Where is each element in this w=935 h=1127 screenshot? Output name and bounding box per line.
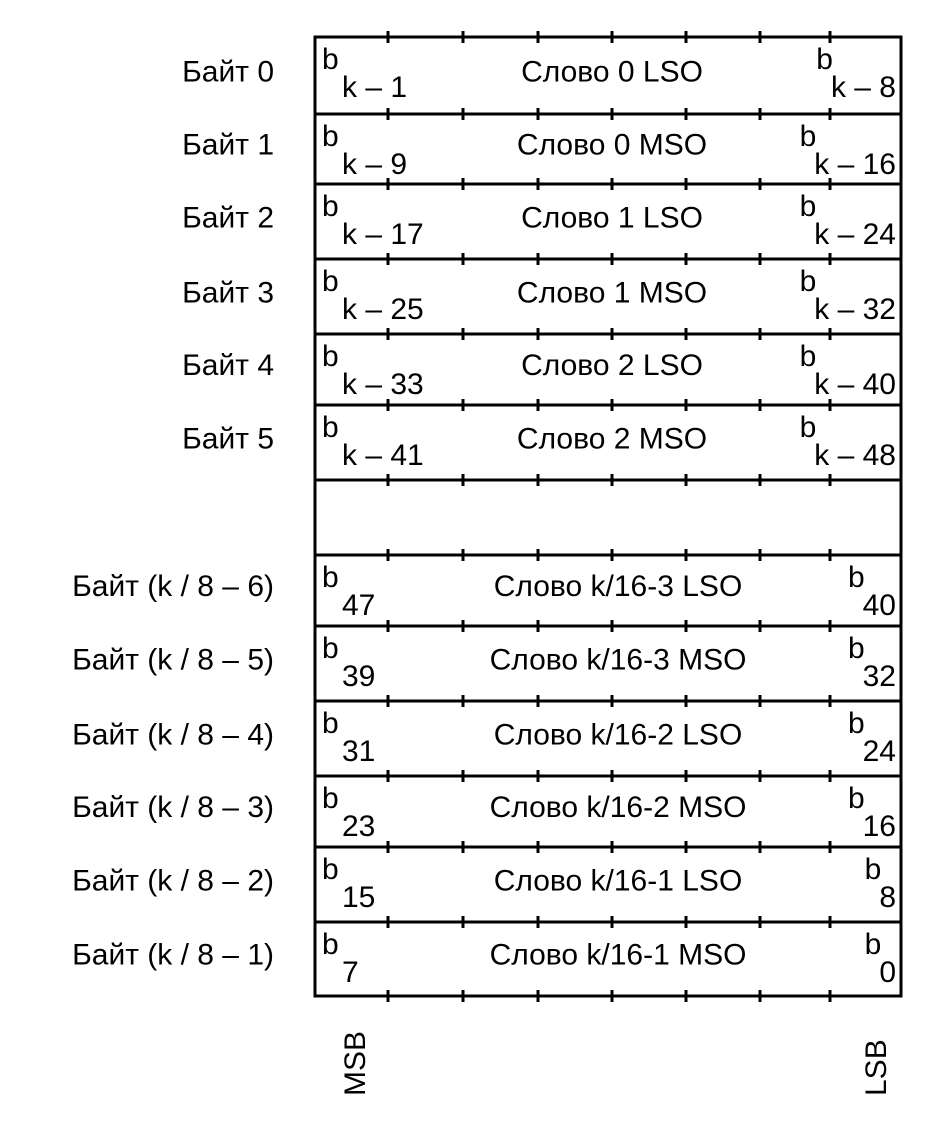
row-cell <box>315 480 901 555</box>
byte-row <box>72 916 901 1002</box>
lsb-bit-base: b <box>799 411 817 444</box>
lsb-bit-subscript: 16 <box>862 810 896 843</box>
lsb-bit-base: b <box>799 120 817 153</box>
lsb-bit-base: b <box>847 707 865 740</box>
byte-label: Байт (k / 8 – 1) <box>72 938 274 972</box>
byte-label: Байт (k / 8 – 2) <box>72 864 274 898</box>
word-label: Слово k/16-3 MSO <box>489 643 747 677</box>
lsb-bit-base: b <box>847 632 865 665</box>
msb-bit-subscript: 31 <box>342 735 376 768</box>
byte-row <box>182 328 901 411</box>
msb-bit-base: b <box>322 120 339 153</box>
lsb-bit-subscript: 0 <box>879 956 896 989</box>
msb-bit-base: b <box>322 561 339 594</box>
msb-bit-base: b <box>322 190 339 223</box>
byte-label: Байт (k / 8 – 6) <box>72 570 274 604</box>
byte-row <box>182 253 901 340</box>
lsb-bit-subscript: k – 48 <box>814 439 896 472</box>
msb-bit-subscript: k – 17 <box>342 218 424 251</box>
byte-row <box>72 770 901 853</box>
word-label: Слово k/16-2 MSO <box>489 791 747 825</box>
msb-bit-subscript: 15 <box>342 881 376 914</box>
lsb-bit-subscript: k – 32 <box>814 293 896 326</box>
byte-label: Байт (k / 8 – 3) <box>72 791 274 825</box>
msb-bit-subscript: k – 25 <box>342 293 424 326</box>
msb-bit-subscript: 23 <box>342 810 376 843</box>
msb-bit-base: b <box>322 707 339 740</box>
msb-bit-base: b <box>322 853 339 886</box>
word-label: Слово 2 LSO <box>521 349 703 383</box>
lsb-axis-label: LSB <box>860 1039 893 1096</box>
msb-bit-base: b <box>322 43 339 76</box>
lsb-bit-subscript: k – 8 <box>830 71 896 104</box>
byte-row <box>315 474 901 561</box>
msb-bit-base: b <box>322 928 339 961</box>
word-label: Слово 1 LSO <box>521 201 703 235</box>
lsb-bit-base: b <box>864 853 882 886</box>
msb-bit-base: b <box>322 782 339 815</box>
word-label: Слово 0 MSO <box>516 128 708 162</box>
msb-bit-subscript: k – 9 <box>342 148 408 181</box>
byte-row <box>72 841 901 928</box>
lsb-bit-subscript: k – 24 <box>814 218 896 251</box>
msb-axis-label: MSB <box>339 1030 372 1096</box>
byte-label: Байт 1 <box>182 128 274 162</box>
msb-bit-base: b <box>322 632 339 665</box>
lsb-bit-base: b <box>799 265 817 298</box>
word-label: Слово k/16-2 LSO <box>493 718 743 752</box>
byte-label: Байт (k / 8 – 4) <box>72 718 274 752</box>
byte-label: Байт 5 <box>182 422 274 456</box>
msb-bit-base: b <box>322 265 339 298</box>
word-label: Слово 0 LSO <box>521 55 703 89</box>
lsb-bit-subscript: 32 <box>862 660 896 693</box>
msb-bit-subscript: 7 <box>342 956 359 989</box>
byte-row <box>72 549 901 632</box>
byte-label: Байт (k / 8 – 5) <box>72 643 274 677</box>
msb-bit-subscript: 47 <box>342 589 376 622</box>
word-label: Слово 1 MSO <box>516 276 708 310</box>
byte-row <box>72 620 901 707</box>
word-label: Слово 2 MSO <box>516 422 708 456</box>
byte-row <box>182 399 901 486</box>
msb-bit-subscript: k – 41 <box>342 439 424 472</box>
msb-bit-subscript: k – 33 <box>342 368 424 401</box>
lsb-bit-base: b <box>847 561 865 594</box>
word-label: Слово k/16-3 LSO <box>493 570 743 604</box>
word-label: Слово k/16-1 MSO <box>489 938 747 972</box>
byte-row <box>182 178 901 265</box>
msb-bit-base: b <box>322 340 339 373</box>
word-label: Слово k/16-1 LSO <box>493 864 743 898</box>
byte-label: Байт 3 <box>182 276 274 310</box>
byte-row <box>182 31 901 120</box>
msb-bit-subscript: k – 1 <box>342 71 408 104</box>
lsb-bit-subscript: 8 <box>879 881 896 914</box>
lsb-bit-base: b <box>799 340 817 373</box>
byte-row <box>182 108 901 190</box>
lsb-bit-subscript: k – 40 <box>814 368 896 401</box>
lsb-bit-base: b <box>864 928 882 961</box>
lsb-bit-subscript: k – 16 <box>814 148 896 181</box>
msb-bit-base: b <box>322 411 339 444</box>
lsb-bit-base: b <box>847 782 865 815</box>
lsb-bit-base: b <box>799 190 817 223</box>
byte-row <box>72 695 901 782</box>
msb-bit-subscript: 39 <box>342 660 376 693</box>
byte-label: Байт 0 <box>182 55 274 89</box>
byte-label: Байт 4 <box>182 349 274 383</box>
byte-label: Байт 2 <box>182 201 274 235</box>
lsb-bit-subscript: 40 <box>862 589 896 622</box>
lsb-bit-subscript: 24 <box>862 735 896 768</box>
lsb-bit-base: b <box>816 43 833 76</box>
